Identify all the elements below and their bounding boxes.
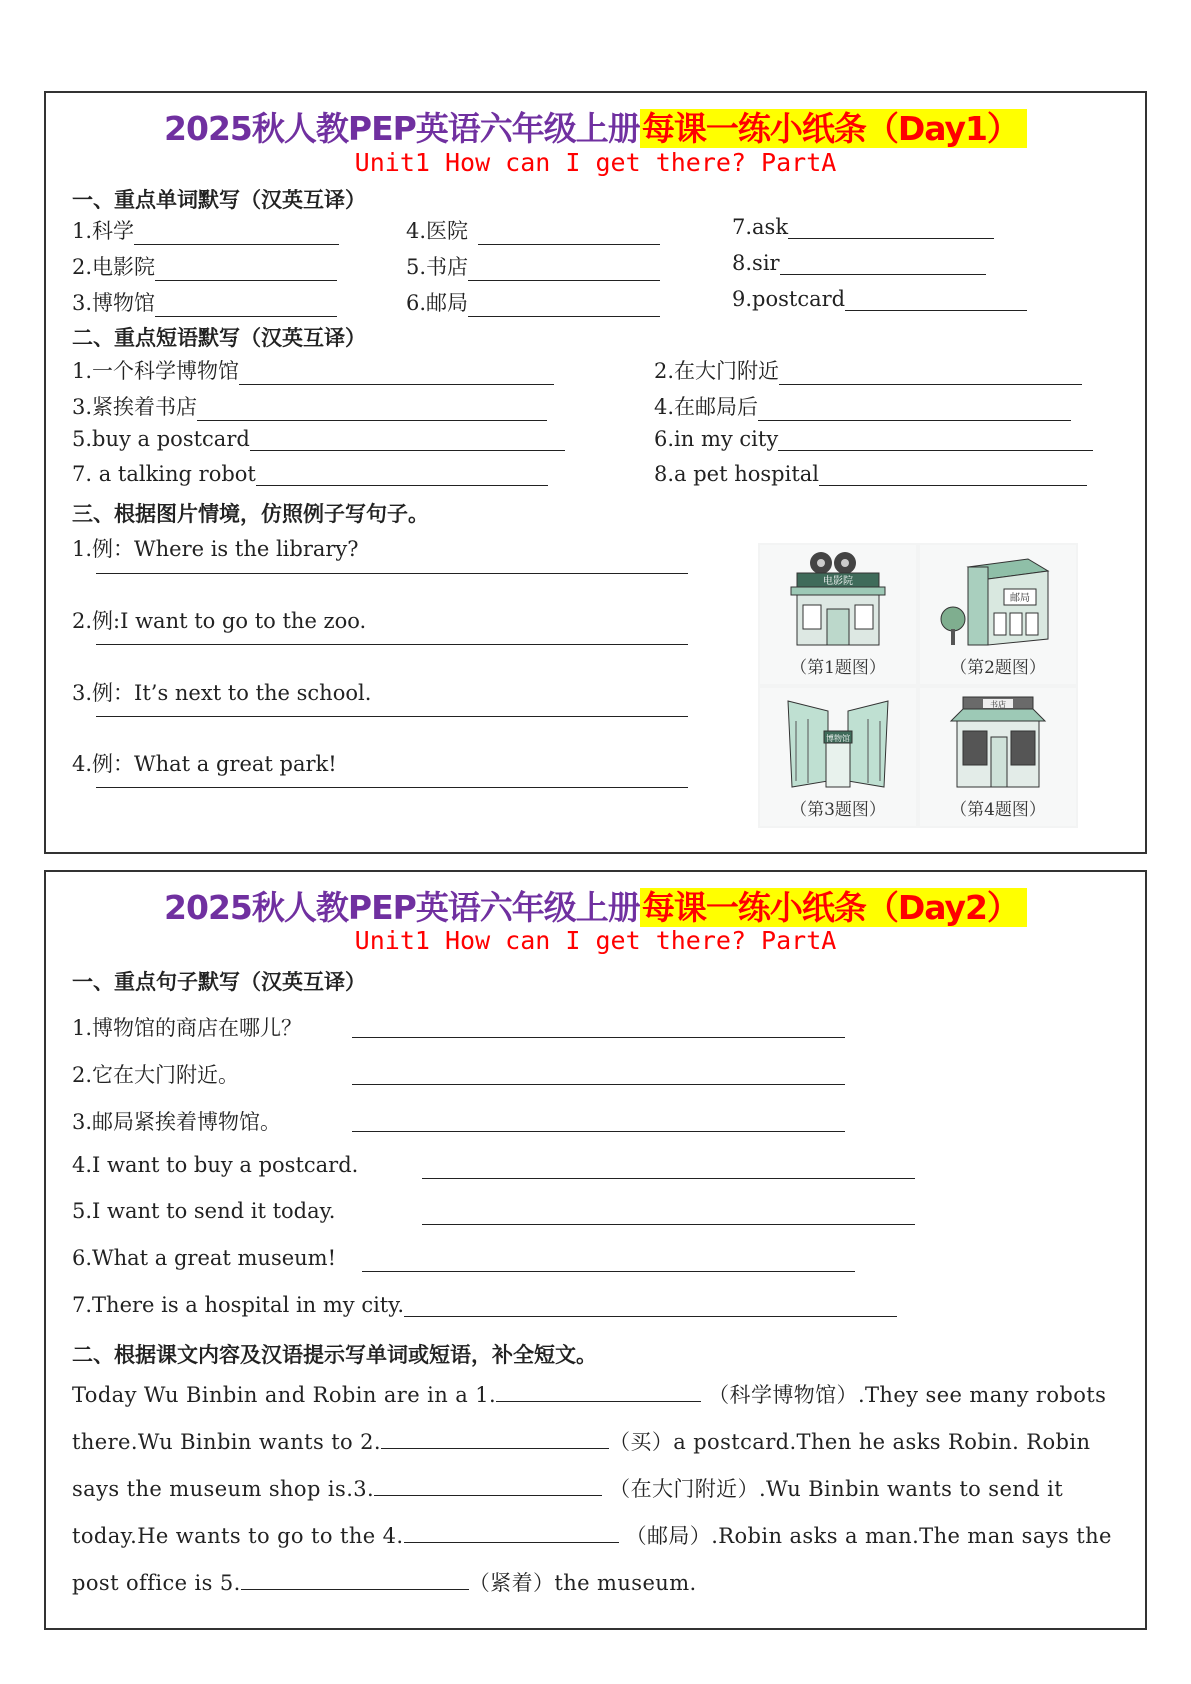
picture-caption: （第4题图） [950,800,1046,820]
writing-line[interactable] [352,1131,845,1132]
day1-title-highlight: 每课一练小纸条（Day1） [640,109,1027,148]
answer-blank[interactable] [404,1294,897,1317]
day2-title [46,882,1145,929]
answer-blank[interactable] [468,294,660,317]
day1-section3-heading: 三、根据图片情境，仿照例子写句子。 [72,502,429,526]
picture-caption: （第3题图） [790,800,886,820]
worksheet-day2 [44,870,1147,1630]
day1-section2-heading: 二、重点短语默写（汉英互译） [72,326,366,350]
cloze-blank-3[interactable] [374,1473,602,1496]
example-sentence: 1.例：Where is the library? [72,537,359,561]
word-item: 3.博物馆 [72,287,337,317]
answer-blank[interactable] [239,362,554,385]
answer-blank[interactable] [478,222,660,245]
phrase-item: 2.在大门附近 [654,355,1082,385]
museum-building-icon [778,691,898,791]
answer-blank[interactable] [758,398,1071,421]
sentence-item: 4.I want to buy a postcard. [72,1153,359,1177]
writing-line[interactable] [352,1084,845,1085]
svg-text:电影院: 电影院 [823,575,853,587]
answer-blank[interactable] [155,258,337,281]
phrase-item: 8.a pet hospital [654,462,1087,486]
answer-blank[interactable] [778,428,1093,451]
word-item: 9.postcard [732,287,1027,311]
answer-blank[interactable] [468,258,660,281]
day2-title-main: 2025秋人教PEP英语六年级上册 [164,888,640,927]
writing-line[interactable] [362,1271,855,1272]
answer-blank[interactable] [845,288,1027,311]
sentence-item: 1.博物馆的商店在哪儿？ [72,1016,303,1040]
word-item: 2.电影院 [72,251,337,281]
word-item: 6.邮局 [406,287,660,317]
answer-blank[interactable] [788,216,994,239]
picture-bookstore [920,688,1076,827]
phrase-item: 5.buy a postcard [72,427,565,451]
answer-blank[interactable] [250,428,565,451]
cloze-passage: Today Wu Binbin and Robin are in a 1. （科学博物馆）.They see many robots there.Wu Binbin wants to 2. （买）a postcard.Then he asks Robin. Robin says the museum shop is.3. （在大门附近）.Wu Binbin wants to send it today.He wants to go to the 4. （邮局）.Robin asks a man.The man says the post office is 5. （紧着）the museum. [72,1372,1120,1607]
answer-blank[interactable] [155,294,337,317]
day2-subtitle: Unit1 How can I get there? PartA [354,926,837,955]
sentence-item: 6.What a great museum! [72,1246,337,1270]
day2-section1-heading: 一、重点句子默写（汉英互译） [72,970,366,994]
post-office-building-icon [938,549,1058,649]
phrase-item: 6.in my city [654,427,1093,451]
picture-caption: （第2题图） [950,657,1046,678]
writing-line[interactable] [422,1224,915,1225]
day1-title [46,103,1145,150]
cloze-blank-4[interactable] [404,1520,619,1543]
example-sentence: 2.例:I want to go to the zoo. [72,609,367,633]
writing-line[interactable] [352,1037,845,1038]
sentence-item: 5.I want to send it today. [72,1199,336,1223]
day1-title-main: 2025秋人教PEP英语六年级上册 [164,109,640,148]
phrase-item: 4.在邮局后 [654,391,1071,421]
picture-post-office [920,545,1076,684]
day1-section1-heading: 一、重点单词默写（汉英互译） [72,188,366,212]
word-item: 8.sir [732,251,986,275]
word-item: 7.ask [732,215,994,239]
writing-line[interactable] [96,573,688,574]
answer-blank[interactable] [779,362,1082,385]
example-sentence: 4.例：What a great park! [72,752,337,776]
word-item: 4.医院 [406,215,660,245]
answer-blank[interactable] [134,222,339,245]
phrase-item: 3.紧挨着书店 [72,391,547,421]
answer-blank[interactable] [256,463,548,486]
cloze-blank-1[interactable] [496,1379,701,1402]
writing-line[interactable] [422,1178,915,1179]
example-sentence: 3.例：It’s next to the school. [72,681,372,705]
picture-caption: （第1题图） [790,657,886,678]
writing-line[interactable] [96,787,688,788]
cloze-blank-2[interactable] [381,1426,609,1449]
answer-blank[interactable] [819,463,1087,486]
svg-text:博物馆: 博物馆 [826,734,850,743]
sentence-item: 3.邮局紧挨着博物馆。 [72,1110,282,1134]
svg-text:邮局: 邮局 [1010,592,1030,604]
answer-blank[interactable] [780,252,986,275]
phrase-item: 7. a talking robot [72,462,548,486]
day1-subtitle: Unit1 How can I get there? PartA [354,148,837,177]
writing-line[interactable] [96,716,688,717]
sentence-item: 2.它在大门附近。 [72,1063,240,1087]
day2-title-highlight: 每课一练小纸条（Day2） [640,888,1027,927]
bookstore-building-icon [943,691,1053,791]
day2-section2-heading: 二、根据课文内容及汉语提示写单词或短语，补全短文。 [72,1343,597,1367]
worksheet-day1 [44,91,1147,854]
sentence-item: 7.There is a hospital in my city. [72,1293,897,1317]
answer-blank[interactable] [197,398,547,421]
word-item: 1.科学 [72,215,339,245]
cloze-blank-5[interactable] [241,1567,469,1590]
cinema-building-icon [783,549,893,649]
word-item: 5.书店 [406,251,660,281]
writing-line[interactable] [96,644,688,645]
building-pictures [758,543,1078,828]
picture-museum [760,688,916,827]
phrase-item: 1.一个科学博物馆 [72,355,554,385]
picture-cinema [760,545,916,684]
svg-text:书店: 书店 [990,700,1006,709]
